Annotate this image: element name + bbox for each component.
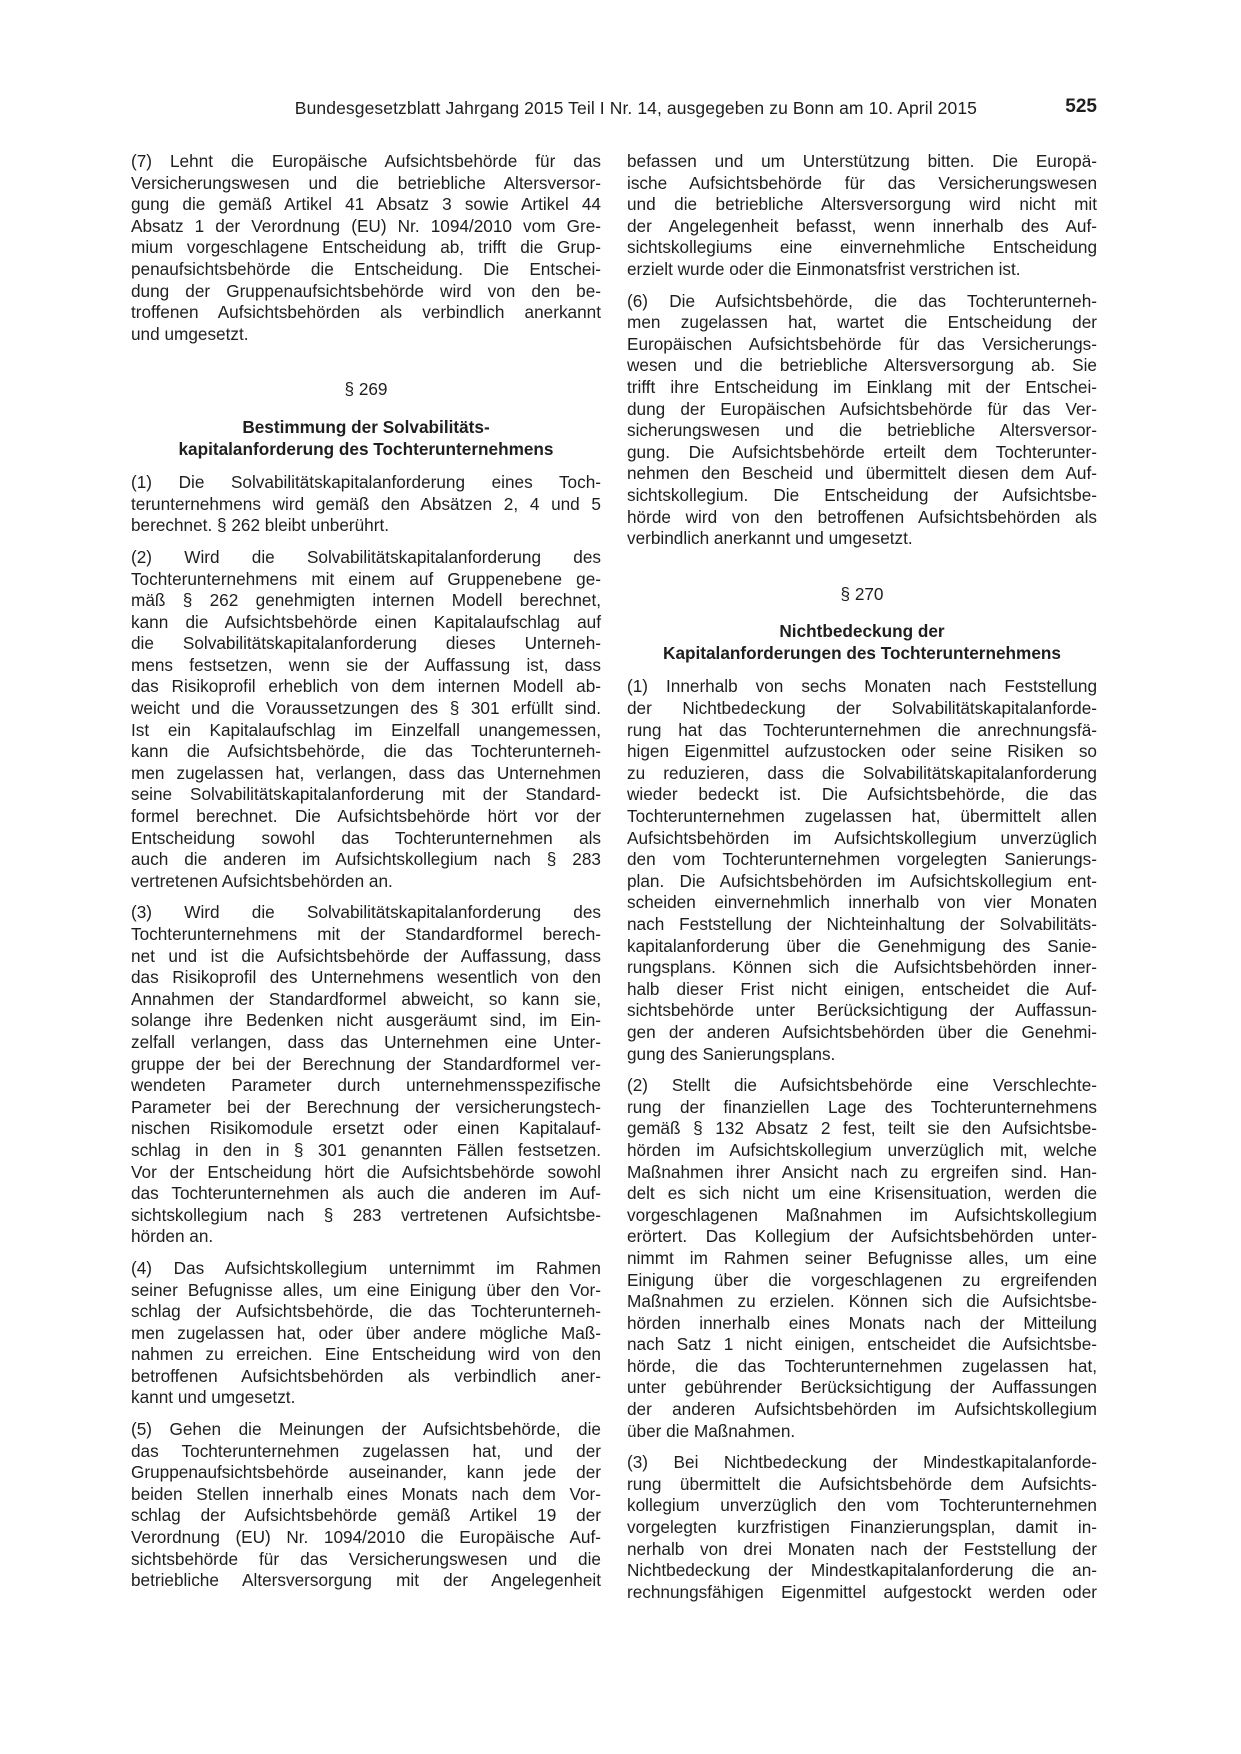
text-line: plan. Die Aufsichtsbehörden im Aufsichtskollegium ent- (627, 870, 1097, 891)
paragraph-269-5 (131, 1419, 601, 1592)
text-line: nach Feststellung der Nichteinhaltung der Solvabilitäts- (627, 914, 1097, 934)
text-line: der Angelegenheit befasst, wenn innerhalb des Auf- (627, 215, 1097, 236)
text-line: vorgelegten kurzfristigen Finanzierungsplan, damit in- (627, 1517, 1097, 1538)
text-line: rungsplans. Können sich die Aufsichtsbehörden inner- (627, 957, 1097, 978)
text-line: Verordnung (EU) Nr. 1094/2010 die Europäische Auf- (131, 1527, 601, 1548)
text-line: den vom Tochterunternehmen vorgelegten Sanierungs- (627, 849, 1097, 870)
paragraph-270-1 (627, 676, 1097, 1065)
text-line: Maßnahmen ihrer Ansicht nach zu ergreifen sind. Han- (627, 1161, 1097, 1182)
text-line: vertretenen Aufsichtsbehörden an. (131, 870, 393, 891)
paragraph-270-3 (627, 1452, 1097, 1603)
text-line: wieder bedeckt ist. Die Aufsichtsbehörde, die das (627, 784, 1097, 805)
text-line: kapitalanforderung über die Genehmigung des Sanie- (627, 935, 1097, 956)
text-line: Gruppenaufsichtsbehörde auseinander, kann jede der (131, 1462, 601, 1483)
text-line: nehmen den Bescheid und übermittelt diesen dem Auf- (627, 463, 1097, 484)
text-line: higen Eigenmittel aufzustocken oder seine Risiken so (627, 741, 1097, 762)
text-line: erzielt wurde oder die Einmonatsfrist verstrichen ist. (627, 258, 1021, 279)
text-line: vorgeschlagenen Maßnahmen im Aufsichtskollegium (627, 1204, 1097, 1225)
section-number-269: § 269 (344, 379, 388, 400)
text-line: Europäischen Aufsichtsbehörde für das Versicherungs- (627, 333, 1097, 354)
text-line: beiden Stellen innerhalb eines Monats nach dem Vor- (131, 1483, 601, 1504)
text-line: gruppe der bei der Berechnung der Standardformel ver- (131, 1053, 601, 1074)
text-line: troffenen Aufsichtsbehörden als verbindlich anerkannt (131, 302, 601, 323)
text-line: gemäß § 132 Absatz 2 fest, teilt sie den Aufsichtsbe- (627, 1118, 1097, 1139)
text-line: rung der finanziellen Lage des Tochterunternehmens (627, 1096, 1097, 1117)
text-line: verbindlich anerkannt und umgesetzt. (627, 528, 913, 549)
paragraph-7 (131, 151, 601, 345)
text-line: befassen und um Unterstützung bitten. Die Europä- (627, 151, 1097, 171)
section-title-line: Nichtbedeckung der (779, 621, 945, 642)
text-line: nahmen zu erreichen. Eine Entscheidung wird von den (131, 1344, 601, 1365)
left-column (131, 151, 601, 1602)
section-number-270: § 270 (840, 583, 884, 604)
text-line: Einigung über die vorgeschlagenen zu ergreifenden (627, 1269, 1097, 1290)
text-line: das Tochterunternehmen zugelassen hat, und der (131, 1440, 601, 1461)
text-line: schlag in den in § 301 genannten Fällen festsetzen. (131, 1139, 601, 1160)
text-line: Absatz 1 der Verordnung (EU) Nr. 1094/2010 vom Gre- (131, 215, 601, 236)
text-line: das Risikoprofil erheblich von dem internen Modell ab- (131, 676, 601, 697)
text-line: kann die Aufsichtsbehörde einen Kapitalaufschlag auf (131, 611, 601, 632)
text-line: weicht und die Voraussetzungen des § 301 erfüllt sind. (131, 698, 601, 719)
page-number: 525 (1065, 96, 1097, 117)
section-title-line: Kapitalanforderungen des Tochterunternehmens (663, 642, 1061, 663)
text-line: sichtskollegium. Die Entscheidung der Aufsichtsbe- (627, 484, 1097, 505)
text-line: mium vorgeschlagene Entscheidung ab, trifft die Grup- (131, 237, 601, 258)
text-line: gung die gemäß Artikel 41 Absatz 3 sowie Artikel 44 (131, 194, 601, 215)
text-line: nischen Risikomodule ersetzt oder einen Kapitalauf- (131, 1118, 601, 1139)
section-title-269 (131, 417, 601, 460)
text-line: kann die Aufsichtsbehörde, die das Tochterunterneh- (131, 741, 601, 762)
text-line: seiner Befugnisse alles, um eine Einigung über den Vor- (131, 1279, 601, 1300)
text-line: auch die anderen im Aufsichtskollegium nach § 283 (131, 849, 601, 870)
paragraph-269-6 (627, 291, 1097, 550)
text-line: Tochterunternehmens mit der Standardformel berech- (131, 924, 601, 944)
text-line: das Risikoprofil des Unternehmens wesentlich von den (131, 967, 601, 988)
text-line: unter gebührender Berücksichtigung der Auffassungen (627, 1377, 1097, 1398)
running-header (131, 98, 1097, 126)
text-line: (1) Innerhalb von sechs Monaten nach Feststellung (627, 676, 1097, 697)
paragraph-270-2 (627, 1075, 1097, 1442)
text-line: Ist ein Kapitalaufschlag im Einzelfall unangemessen, (131, 719, 601, 740)
text-line: Parameter bei der Berechnung der versicherungstech- (131, 1096, 601, 1117)
text-line: gung des Sanierungsplans. (627, 1043, 836, 1064)
text-line: Versicherungswesen und die betriebliche Altersversor- (131, 172, 601, 193)
text-line: (5) Gehen die Meinungen der Aufsichtsbehörde, die (131, 1419, 601, 1440)
text-line: delt es sich nicht um eine Krisensituation, werden die (627, 1183, 1097, 1204)
text-line: sicherungswesen und die betriebliche Altersversor- (627, 420, 1097, 441)
paragraph-269-2 (131, 547, 601, 893)
text-line: Tochterunternehmen zugelassen hat, übermittelt allen (627, 806, 1097, 827)
text-line: zelfall verlangen, dass das Unternehmen eine Unter- (131, 1031, 601, 1052)
section-title-line: Bestimmung der Solvabilitäts- (242, 416, 490, 437)
text-line: rung übermittelt die Aufsichtsbehörde dem Aufsichts- (627, 1473, 1097, 1494)
text-line: terunternehmens wird gemäß den Absätzen 2, 4 und 5 (131, 493, 601, 514)
text-line: das Tochterunternehmen als auch die anderen im Auf- (131, 1183, 601, 1204)
text-line: Vor der Entscheidung hört die Aufsichtsbehörde sowohl (131, 1161, 601, 1182)
text-line: dung der Europäischen Aufsichtsbehörde für das Ver- (627, 398, 1097, 419)
text-line: (2) Stellt die Aufsichtsbehörde eine Verschlechte- (627, 1075, 1097, 1096)
right-column (627, 151, 1097, 1613)
text-line: scheiden einvernehmlich innerhalb von vier Monaten (627, 892, 1097, 913)
text-line: der Nichtbedeckung der Solvabilitätskapitalanforde- (627, 698, 1097, 719)
text-line: (4) Das Aufsichtskollegium unternimmt im Rahmen (131, 1257, 601, 1278)
text-line: und umgesetzt. (131, 323, 249, 344)
text-line: ische Aufsichtsbehörde für das Versicherungswesen (627, 172, 1097, 193)
text-line: zu reduzieren, dass die Solvabilitätskapitalanforderung (627, 762, 1097, 783)
text-line: die Solvabilitätskapitalanforderung dieses Unterneh- (131, 633, 601, 654)
text-line: über die Maßnahmen. (627, 1420, 796, 1441)
text-line: men zugelassen hat, wartet die Entscheidung der (627, 312, 1097, 333)
text-line: nerhalb von drei Monaten nach der Feststellung der (627, 1538, 1097, 1559)
text-line: hörde wird von den betroffenen Aufsichtsbehörden als (627, 506, 1097, 527)
text-line: Entscheidung sowohl das Tochterunternehmen als (131, 827, 601, 848)
text-line: betroffenen Aufsichtsbehörden als verbindlich aner- (131, 1365, 601, 1386)
text-line: sichtsbehörde für das Versicherungswesen und die (131, 1548, 601, 1569)
text-line: hörden an. (131, 1226, 214, 1247)
text-line: solange ihre Bedenken nicht ausgeräumt sind, im Ein- (131, 1010, 601, 1031)
text-line: mäß § 262 genehmigten internen Modell berechnet, (131, 590, 601, 611)
text-line: Maßnahmen zu erzielen. Können sich die Aufsichtsbe- (627, 1291, 1097, 1312)
text-line: und die betriebliche Altersversorgung wird nicht mit (627, 194, 1097, 215)
text-line: rechnungsfähigen Eigenmittel aufgestockt werden oder (627, 1581, 1097, 1602)
text-line: rung hat das Tochterunternehmen die anrechnungsfä- (627, 719, 1097, 740)
text-line: hörden innerhalb eines Monats nach der Mitteilung (627, 1312, 1097, 1333)
paragraph-269-5-continued (627, 151, 1097, 281)
text-line: Aufsichtsbehörden im Aufsichtskollegium unverzüglich (627, 827, 1097, 848)
text-line: mens festsetzen, wenn sie der Auffassung ist, dass (131, 654, 601, 675)
text-line: gung. Die Aufsichtsbehörde erteilt dem Tochterunter- (627, 441, 1097, 462)
text-line: erörtert. Das Kollegium der Aufsichtsbehörden unter- (627, 1226, 1097, 1247)
running-title: Bundesgesetzblatt Jahrgang 2015 Teil I Nr. 14, ausgegeben zu Bonn am 10. April 2015 (294, 98, 977, 118)
text-line: nimmt im Rahmen seiner Befugnisse alles, um eine (627, 1247, 1097, 1268)
text-line: formel berechnet. Die Aufsichtsbehörde hört vor der (131, 806, 601, 827)
text-line: (2) Wird die Solvabilitätskapitalanforderung des (131, 546, 601, 567)
text-line: der anderen Aufsichtsbehörden im Aufsichtskollegium (627, 1399, 1097, 1420)
text-line: dung der Gruppenaufsichtsbehörde wird von den be- (131, 280, 601, 301)
text-line: betriebliche Altersversorgung mit der Angelegenheit (131, 1570, 601, 1591)
text-line: Nichtbedeckung der Mindestkapitalanforderung die an- (627, 1560, 1097, 1581)
text-line: net und ist die Aufsichtsbehörde der Auffassung, dass (131, 945, 601, 966)
text-line: (3) Bei Nichtbedeckung der Mindestkapitalanforde- (627, 1452, 1097, 1473)
text-line: sichtskollegium nach § 283 vertretenen Aufsichtsbe- (131, 1204, 601, 1225)
text-line: wesen und die betriebliche Altersversorgung ab. Sie (627, 355, 1097, 376)
text-line: (6) Die Aufsichtsbehörde, die das Tochterunterneh- (627, 290, 1097, 311)
paragraph-269-4 (131, 1258, 601, 1409)
text-line: hörden im Aufsichtskollegium unverzüglich mit, welche (627, 1139, 1097, 1160)
section-title-line: kapitalanforderung des Tochterunternehmens (178, 438, 554, 459)
text-line: (1) Die Solvabilitätskapitalanforderung eines Toch- (131, 472, 601, 493)
text-line: nach Satz 1 nicht einigen, entscheidet die Aufsichtsbe- (627, 1334, 1097, 1355)
text-line: trifft ihre Entscheidung im Einklang mit der Entschei- (627, 376, 1097, 397)
text-line: seine Solvabilitätskapitalanforderung mit der Standard- (131, 784, 601, 805)
text-line: sichtsbehörde unter Berücksichtigung der Auffassun- (627, 1000, 1097, 1021)
text-line: gen der anderen Aufsichtsbehörden über die Genehmi- (627, 1021, 1097, 1042)
text-line: (7) Lehnt die Europäische Aufsichtsbehörde für das (131, 151, 601, 171)
text-line: sichtskollegiums eine einvernehmliche Entscheidung (627, 237, 1097, 258)
text-line: wendeten Parameter durch unternehmensspezifische (131, 1075, 601, 1096)
paragraph-269-1 (131, 472, 601, 537)
text-line: kannt und umgesetzt. (131, 1387, 296, 1408)
text-line: schlag der Aufsichtsbehörde gemäß Artikel 19 der (131, 1505, 601, 1526)
text-line: Tochterunternehmens mit einem auf Gruppenebene ge- (131, 568, 601, 589)
text-line: halb dieser Frist nicht einigen, entscheidet die Auf- (627, 978, 1097, 999)
section-title-270 (627, 621, 1097, 664)
text-line: men zugelassen hat, oder über andere mögliche Maß- (131, 1322, 601, 1343)
paragraph-269-3 (131, 902, 601, 1248)
text-line: hörde, die das Tochterunternehmen zugelassen hat, (627, 1355, 1097, 1376)
text-line: berechnet. § 262 bleibt unberührt. (131, 515, 389, 536)
text-line: penaufsichtsbehörde die Entscheidung. Die Entschei- (131, 258, 601, 279)
text-line: Annahmen der Standardformel abweicht, so kann sie, (131, 988, 601, 1009)
text-line: (3) Wird die Solvabilitätskapitalanforderung des (131, 902, 601, 923)
text-line: men zugelassen hat, verlangen, dass das Unternehmen (131, 762, 601, 783)
text-line: schlag der Aufsichtsbehörde, die das Tochterunterneh- (131, 1301, 601, 1322)
text-line: kollegium unverzüglich den vom Tochterunternehmen (627, 1495, 1097, 1516)
